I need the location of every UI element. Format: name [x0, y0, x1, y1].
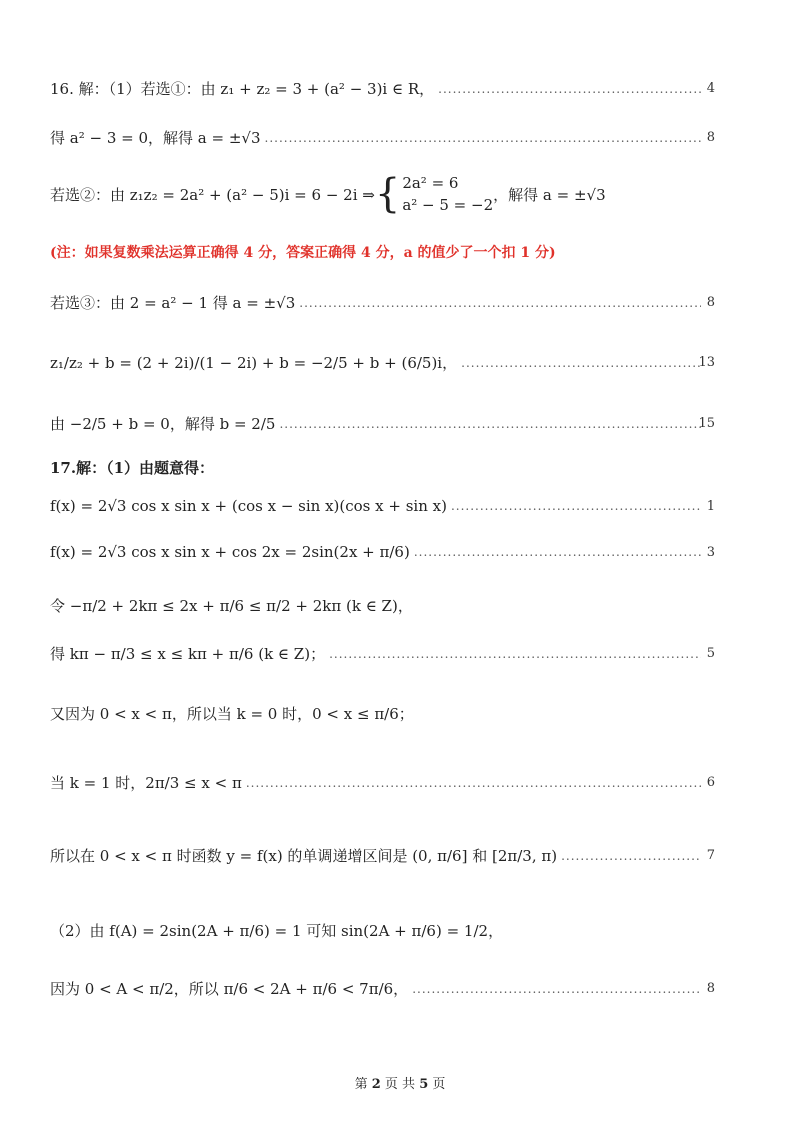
- line-text: 所以在 0 < x < π 时函数 y = f(x) 的单调递增区间是 (0, π/6] 和 [2π/3, π): [50, 847, 558, 865]
- q16-choice1-result: [50, 127, 715, 148]
- line-text-post: ，解得 a = ±√3: [493, 185, 606, 204]
- score-mark: 4: [706, 81, 715, 96]
- score-mark: 5: [706, 646, 715, 661]
- leader-dots: [412, 982, 701, 996]
- q16-quotient: [50, 352, 715, 373]
- footer-pre: 第: [354, 1077, 368, 1092]
- line-text: 得 kπ − π/3 ≤ x ≤ kπ + π/6 (k ∈ Z)；: [50, 645, 326, 663]
- leader-dots: [561, 849, 701, 863]
- score-mark: 7: [706, 848, 715, 863]
- q16-choice3: [50, 292, 715, 313]
- footer-page-number: 2: [371, 1077, 381, 1092]
- q17-heading: [50, 457, 705, 478]
- leader-dots: [265, 131, 701, 145]
- leader-dots: [451, 499, 701, 513]
- page-footer: [0, 1073, 800, 1092]
- score-mark: 1: [706, 498, 715, 514]
- line-text: 16. 解：（1）若选①：由 z₁ + z₂ = 3 + (a² − 3)i ∈ R，: [50, 80, 435, 98]
- q17-k0: [50, 703, 705, 724]
- q17-inequality: [50, 595, 705, 616]
- line-text: f(x) = 2√3 cos x sin x + cos 2x = 2sin(2x + π/6): [50, 543, 410, 561]
- footer-post: 页: [432, 1077, 446, 1092]
- line-text: 若选②：由 z₁z₂ = 2a² + (a² − 5)i = 6 − 2i ⇒: [50, 185, 375, 204]
- system-row-1: 2a² = 6: [402, 174, 459, 192]
- q16-choice1: [50, 78, 715, 99]
- q17-fx-expand: [50, 497, 715, 515]
- line-text: f(x) = 2√3 cos x sin x + (cos x − sin x)(cos x + sin x): [50, 497, 447, 515]
- grading-note: [50, 242, 705, 262]
- system-row-2: a² − 5 = −2: [402, 196, 494, 214]
- leader-dots: [438, 82, 701, 96]
- score-mark: 8: [706, 981, 715, 996]
- q17-x-range: [50, 643, 715, 664]
- line-text: 又因为 0 < x < π，所以当 k = 0 时，0 < x ≤ π/6；: [50, 705, 414, 723]
- leader-dots: [299, 296, 701, 310]
- line-text: （2）由 f(A) = 2sin(2A + π/6) = 1 可知 sin(2A + π/6) = 1/2，: [50, 922, 504, 940]
- leader-dots: [461, 356, 701, 370]
- line-text: 当 k = 1 时，2π/3 ≤ x < π: [50, 774, 242, 792]
- note-text: (注：如果复数乘法运算正确得 4 分，答案正确得 4 分，a 的值少了一个扣 1 分): [50, 245, 556, 261]
- score-mark: 8: [706, 295, 715, 310]
- footer-mid: 页 共: [384, 1077, 416, 1092]
- line-text: z₁/z₂ + b = (2 + 2i)/(1 − 2i) + b = −2/5 + b + (6/5)i，: [50, 354, 458, 372]
- score-mark: 6: [706, 775, 715, 790]
- leader-dots: [246, 776, 701, 790]
- leader-dots: [414, 545, 701, 559]
- line-text: 得 a² − 3 = 0，解得 a = ±√3: [50, 129, 261, 147]
- footer-total-pages: 5: [419, 1077, 429, 1092]
- left-brace-icon: {: [374, 171, 401, 217]
- q17-fx-simplify: [50, 543, 715, 561]
- q17-increasing-interval: [50, 845, 715, 866]
- line-text: 若选③：由 2 = a² − 1 得 a = ±√3: [50, 294, 296, 312]
- line-text: 17.解：（1）由题意得：: [50, 459, 215, 477]
- q16-solve-b: [50, 413, 715, 434]
- score-mark: 15: [698, 416, 715, 431]
- line-text: 因为 0 < A < π/2，所以 π/6 < 2A + π/6 < 7π/6，: [50, 980, 409, 998]
- q17-k1: [50, 772, 715, 793]
- score-mark: 13: [698, 355, 715, 370]
- score-mark: 3: [706, 544, 715, 560]
- score-mark: 8: [706, 130, 715, 145]
- q16-choice2: [50, 172, 705, 216]
- line-text: 令 −π/2 + 2kπ ≤ 2x + π/6 ≤ π/2 + 2kπ (k ∈ Z)，: [50, 597, 413, 615]
- q17-range-A: [50, 978, 715, 999]
- leader-dots: [329, 647, 701, 661]
- q17-part2: [50, 920, 705, 941]
- line-text: 由 −2/5 + b = 0，解得 b = 2/5: [50, 415, 276, 433]
- leader-dots: [279, 417, 701, 431]
- equation-system: [375, 172, 493, 216]
